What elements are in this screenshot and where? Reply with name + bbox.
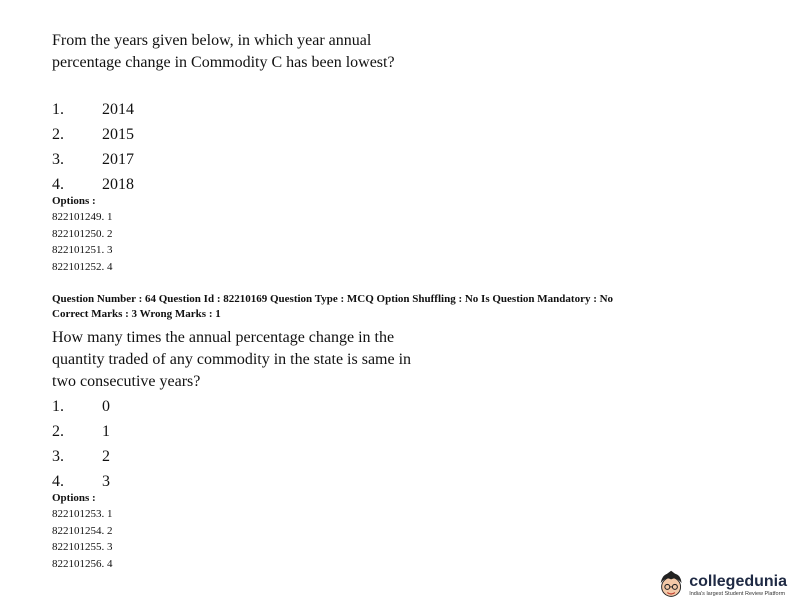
choice-row [52, 444, 110, 469]
marks-meta-line: Correct Marks : 3 Wrong Marks : 1 [52, 308, 221, 320]
option-id: 822101249. 1 [52, 211, 113, 223]
option-id: 822101256. 4 [52, 557, 113, 570]
choice-number: 2. [52, 125, 64, 143]
options-heading: Options : [52, 492, 96, 504]
choice-value: 0 [102, 397, 110, 415]
choice-value: 1 [102, 422, 110, 440]
choice-row [52, 419, 110, 444]
option-id: 822101255. 3 [52, 541, 113, 553]
question-meta-line: Question Number : 64 Question Id : 82210169 Question Type : MCQ Option Shuffling : No Is Question Mandatory : No [52, 293, 614, 305]
option-id: 822101252. 4 [52, 260, 113, 273]
option-id: 822101254. 2 [52, 524, 113, 537]
choice-value: 3 [102, 472, 110, 490]
question-1-options [52, 193, 113, 275]
question-2-text: How many times the annual percentage change in the quantity traded of any commodity in the state is same in two consecutive years? [52, 329, 412, 390]
choice-number: 2. [52, 422, 64, 440]
choice-number: 4. [52, 175, 64, 193]
choice-number: 1. [52, 397, 64, 415]
choice-value: 2018 [102, 175, 134, 193]
options-heading: Options : [52, 195, 96, 207]
question-1-choices [52, 97, 134, 197]
option-id: 822101250. 2 [52, 227, 113, 240]
choice-row [52, 97, 134, 122]
choice-row [52, 394, 110, 419]
choice-number: 4. [52, 472, 64, 490]
question-2-meta [52, 292, 613, 322]
choice-row [52, 147, 134, 172]
logo-name: collegedunia [689, 572, 787, 590]
choice-number: 3. [52, 150, 64, 168]
choice-value: 2017 [102, 150, 134, 168]
collegedunia-logo [655, 565, 787, 605]
logo-tagline: India's largest Student Review Platform [689, 590, 786, 597]
question-2-options [52, 490, 113, 572]
choice-value: 2015 [102, 125, 134, 143]
choice-number: 3. [52, 447, 64, 465]
logo-text [689, 573, 787, 598]
question-1-text: From the years given below, in which year annual percentage change in Commodity C has been lowest? [52, 32, 395, 71]
question-2-choices [52, 394, 110, 494]
option-id: 822101253. 1 [52, 508, 113, 520]
choice-row [52, 122, 134, 147]
student-avatar-icon [655, 568, 687, 602]
choice-value: 2014 [102, 100, 134, 118]
choice-value: 2 [102, 447, 110, 465]
choice-number: 1. [52, 100, 64, 118]
option-id: 822101251. 3 [52, 244, 113, 256]
